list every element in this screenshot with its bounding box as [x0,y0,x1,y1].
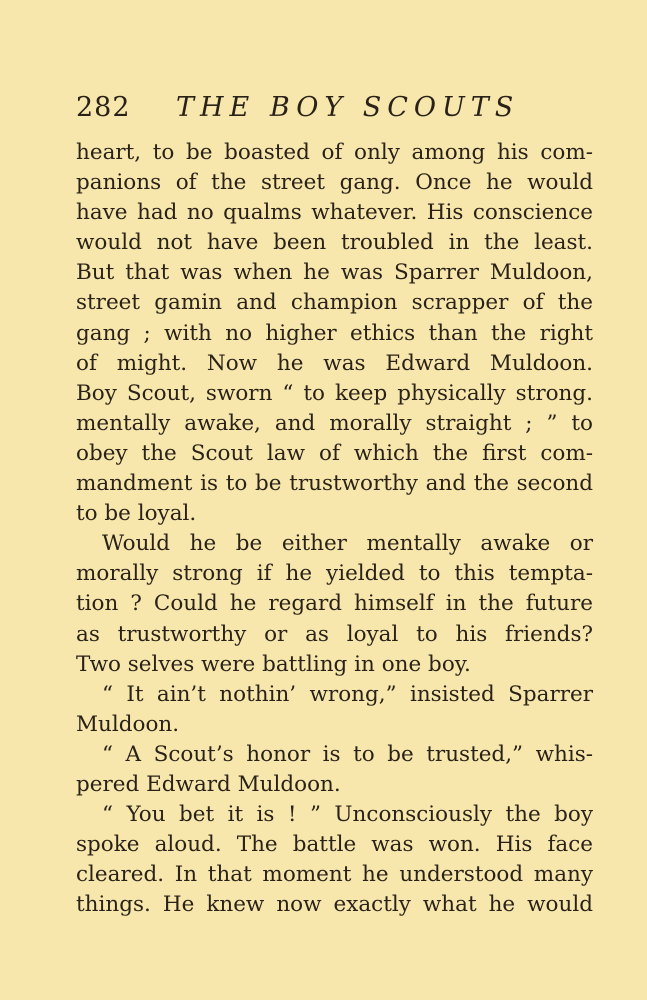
text-line: mandment is to be trustworthy and the second [76,471,593,497]
text-line: Would he be either mentally awake or [102,531,593,557]
text-line: as trustworthy or as loyal to his friends? [76,621,593,647]
book-title: THE BOY SCOUTS [176,92,520,123]
text-line: have had no qualms whatever. His conscience [76,200,593,226]
text-line: street gamin and champion scrapper of the [76,290,593,316]
text-line: “ It ain’t nothin’ wrong,” insisted Sparrer [102,681,593,707]
text-line: morally strong if he yielded to this tempta- [76,561,593,587]
page-number: 282 [76,92,131,123]
text-line: pered Edward Muldoon. [76,771,341,797]
text-line: gang ; with no higher ethics than the right [76,320,593,346]
text-line: Boy Scout, sworn “ to keep physically strong. [76,380,593,406]
text-line: spoke aloud. The battle was won. His face [76,832,593,858]
text-line: obey the Scout law of which the first com- [76,440,593,466]
text-line: “ You bet it is ! ” Unconsciously the boy [102,802,593,828]
text-line: to be loyal. [76,501,197,527]
text-line: heart, to be boasted of only among his com- [76,140,593,165]
text-line: panions of the street gang. Once he would [76,170,593,196]
text-line: things. He knew now exactly what he would [76,892,593,918]
text-line: “ A Scout’s honor is to be trusted,” whis- [102,741,593,767]
text-line: tion ? Could he regard himself in the future [76,591,593,617]
body-text [76,138,593,920]
text-line: cleared. In that moment he understood many [76,862,593,888]
text-line: But that was when he was Sparrer Muldoon, [76,260,593,286]
running-head [76,88,596,128]
text-line: Muldoon. [76,711,180,737]
text-line: Two selves were battling in one boy. [76,651,471,677]
text-line: mentally awake, and morally straight ; ” to [76,410,593,436]
text-line: of might. Now he was Edward Muldoon. [76,350,593,376]
text-line: would not have been troubled in the least. [76,230,593,256]
